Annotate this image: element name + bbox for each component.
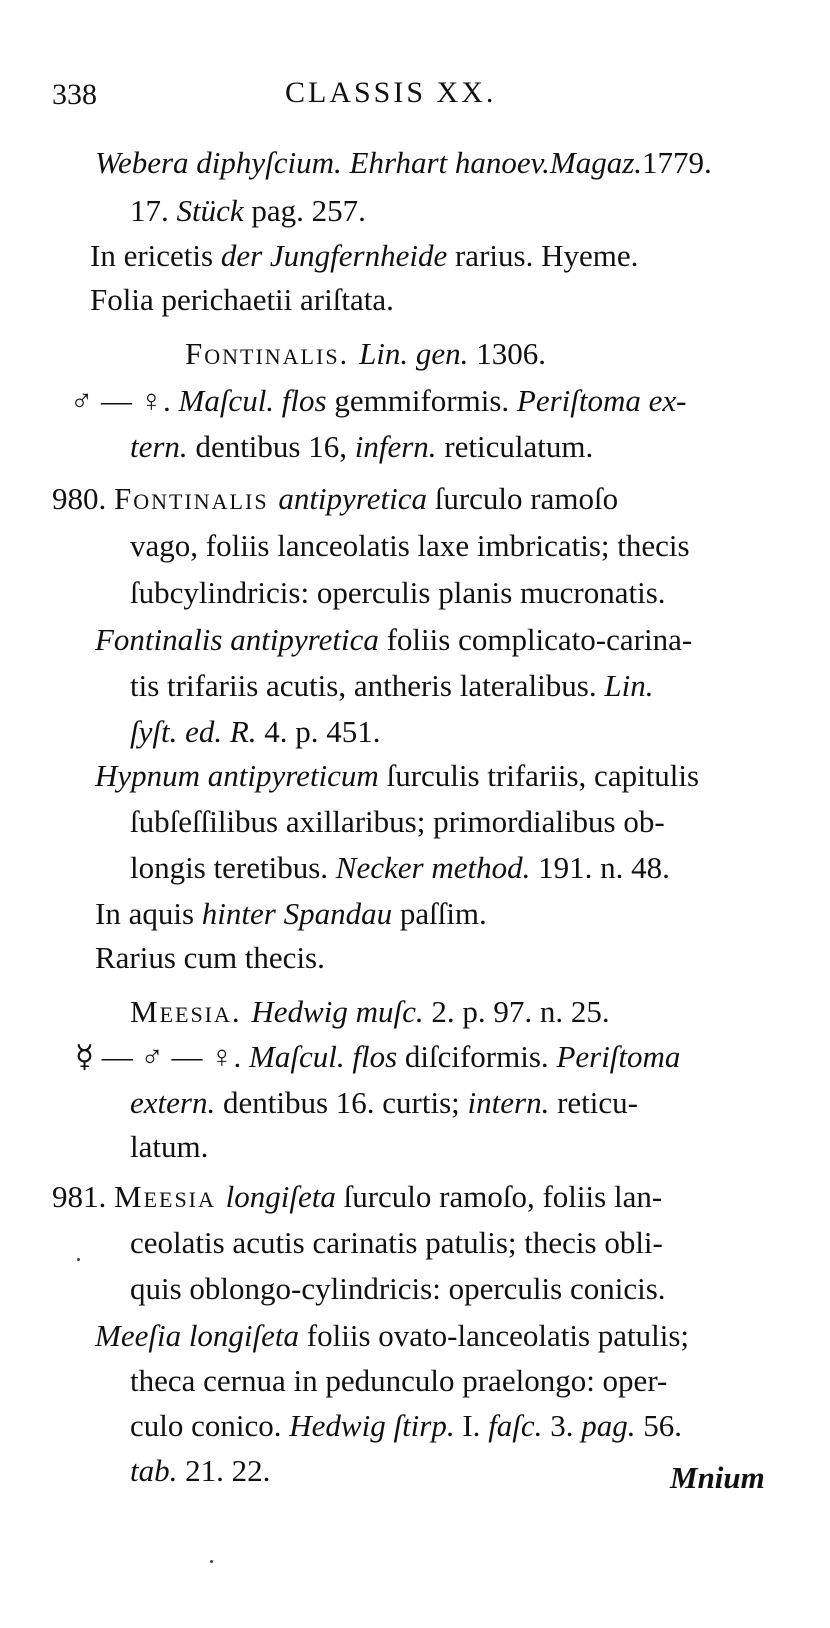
italic-run: Hypnum antipyreticum	[95, 758, 379, 793]
text-line	[95, 942, 325, 973]
text-line	[90, 284, 394, 315]
roman-run: ſurculo ramoſo, foliis lan-	[335, 1179, 663, 1214]
roman-run: vago, foliis lanceolatis laxe imbricatis; thecis	[130, 528, 690, 563]
page-number: 338	[52, 78, 97, 111]
roman-run: 2. p. 97. n. 25.	[423, 994, 610, 1029]
text-line	[130, 852, 670, 883]
text-line	[95, 1320, 689, 1351]
text-line	[95, 760, 699, 791]
text-line	[130, 806, 665, 837]
italic-run: Maſcul. flos	[249, 1039, 398, 1074]
italic-run: hinter Spandau	[201, 896, 393, 931]
text-line	[130, 1365, 667, 1396]
roman-run: I.	[454, 1408, 489, 1443]
text-line	[130, 716, 381, 747]
roman-run: 4. p. 451.	[256, 714, 381, 749]
text-line	[52, 483, 618, 514]
italic-run: Webera diphyſcium. Ehrhart hanoev.Magaz.	[95, 145, 643, 180]
italic-run: Lin.	[604, 668, 654, 703]
small-caps-run: Meesia.	[130, 994, 252, 1029]
roman-run: dentibus 16,	[187, 429, 355, 464]
small-caps-run: Fontinalis	[114, 481, 279, 516]
text-line	[70, 385, 686, 416]
italic-run: der Jungfernheide	[220, 238, 448, 273]
text-line	[130, 1273, 666, 1304]
text-line	[130, 577, 666, 608]
roman-run: gemmiformis.	[326, 383, 517, 418]
roman-run: ſurculo ramoſo	[426, 481, 619, 516]
italic-run: tab.	[130, 1453, 178, 1488]
text-line	[75, 1041, 680, 1072]
roman-run: Folia perichaetii ariſtata.	[90, 282, 394, 317]
italic-run: infern.	[354, 429, 437, 464]
text-line	[130, 1131, 208, 1162]
text-line	[95, 147, 712, 178]
italic-run: pag.	[581, 1408, 636, 1443]
catchword: Mnium	[670, 1460, 765, 1495]
text-line	[95, 624, 692, 655]
roman-run: 21. 22.	[177, 1453, 271, 1488]
roman-run: 980.	[52, 481, 114, 516]
roman-run: culo conico.	[130, 1408, 290, 1443]
italic-run: Periſtoma	[556, 1039, 681, 1074]
text-line	[130, 1410, 682, 1441]
italic-run: Lin. gen.	[359, 336, 469, 371]
ink-speck	[210, 1560, 213, 1563]
roman-run: ceolatis acutis carinatis patulis; thecis obli-	[130, 1225, 663, 1260]
italic-run: Maſcul. flos	[178, 383, 327, 418]
italic-run: Periſtoma ex-	[516, 383, 687, 418]
text-line	[130, 1087, 638, 1118]
text-line	[130, 530, 690, 561]
small-caps-run: Fontinalis.	[185, 336, 360, 371]
roman-run: foliis complicato-carina-	[378, 622, 693, 657]
italic-run: Hedwig ſtirp.	[289, 1408, 455, 1443]
text-line	[130, 1227, 663, 1258]
roman-run: longis teretibus.	[130, 850, 336, 885]
roman-run: rarius. Hyeme.	[447, 238, 639, 273]
roman-run: 17.	[130, 193, 177, 228]
text-line	[185, 338, 546, 369]
roman-run: dentibus 16. curtis;	[215, 1085, 468, 1120]
roman-run: ſubſeſſilibus axillaribus; primordialibus ob-	[130, 804, 665, 839]
roman-run: 981.	[52, 1179, 114, 1214]
italic-run: ſyſt. ed. R.	[130, 714, 257, 749]
roman-run: In ericetis	[90, 238, 221, 273]
text-line	[52, 1181, 662, 1212]
ink-speck	[77, 1258, 80, 1261]
roman-run: latum.	[130, 1129, 209, 1164]
roman-run: pag. 257.	[243, 193, 366, 228]
text-line	[130, 996, 610, 1027]
italic-run: Meeſia longiſeta	[95, 1318, 300, 1353]
running-title: CLASSIS XX.	[285, 76, 497, 109]
italic-run: extern.	[130, 1085, 216, 1120]
roman-run: 1306.	[468, 336, 546, 371]
text-line	[95, 898, 487, 929]
roman-run: reticulatum.	[436, 429, 594, 464]
italic-run: intern.	[467, 1085, 550, 1120]
italic-run: Stück	[176, 193, 244, 228]
roman-run: tis trifariis acutis, antheris lateralibus.	[130, 668, 605, 703]
roman-run: paſſim.	[392, 896, 487, 931]
small-caps-run: Meesia	[114, 1179, 226, 1214]
italic-run: Fontinalis antipyretica	[95, 622, 379, 657]
roman-run: Rarius cum thecis.	[95, 940, 325, 975]
roman-run: 1779.	[642, 145, 712, 180]
italic-run: antipyretica	[278, 481, 427, 516]
text-line	[130, 1455, 270, 1486]
roman-run: In aquis	[95, 896, 202, 931]
roman-run: ♂ — ♀.	[70, 383, 179, 418]
text-line	[130, 195, 366, 226]
italic-run: Hedwig muſc.	[251, 994, 424, 1029]
italic-run: Necker method.	[335, 850, 531, 885]
text-line	[130, 670, 653, 701]
roman-run: diſciformis.	[397, 1039, 557, 1074]
roman-run: foliis ovato-lanceolatis patulis;	[299, 1318, 690, 1353]
italic-run: longiſeta	[225, 1179, 336, 1214]
roman-run: 56.	[635, 1408, 682, 1443]
roman-run: ſubcylindricis: operculis planis mucronatis.	[130, 575, 666, 610]
italic-run: tern.	[130, 429, 188, 464]
roman-run: 3.	[542, 1408, 582, 1443]
roman-run: quis oblongo-cylindricis: operculis conicis.	[130, 1271, 666, 1306]
roman-run: ☿ — ♂ — ♀.	[75, 1039, 250, 1074]
roman-run: reticu-	[549, 1085, 638, 1120]
italic-run: faſc.	[488, 1408, 543, 1443]
roman-run: 191. n. 48.	[530, 850, 670, 885]
text-line	[90, 240, 638, 271]
text-line	[130, 431, 593, 462]
roman-run: ſurculis trifariis, capitulis	[378, 758, 700, 793]
roman-run: theca cernua in pedunculo praelongo: oper-	[130, 1363, 668, 1398]
